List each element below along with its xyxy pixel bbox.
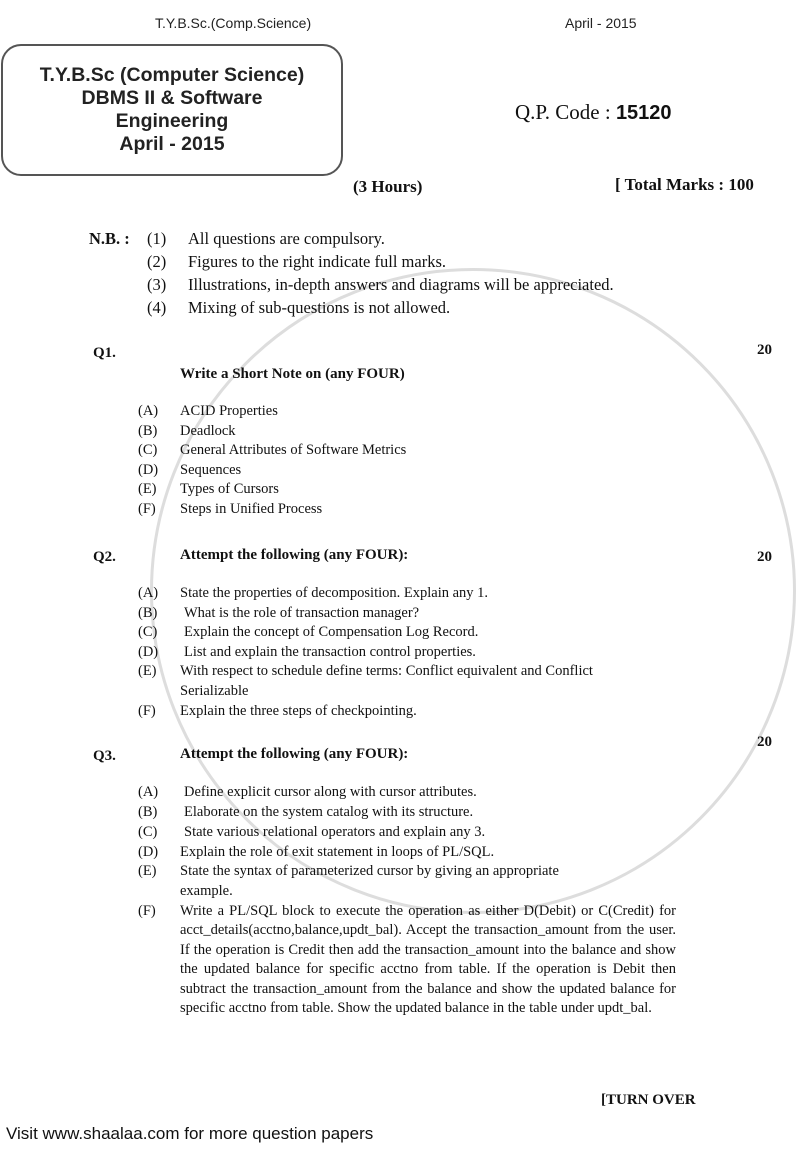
q3-item-d: Explain the role of exit statement in loops of PL/SQL.	[180, 844, 495, 860]
q1-item-d: Sequences	[180, 462, 242, 478]
title-date: April - 2015	[119, 133, 225, 155]
q2-label-e: (E)	[138, 663, 157, 679]
q1-label-d: (D)	[138, 462, 159, 478]
header-date: April - 2015	[565, 15, 637, 31]
q3-label-c: (C)	[138, 824, 158, 840]
nb-text-4: Mixing of sub-questions is not allowed.	[188, 298, 451, 317]
title-box	[1, 44, 343, 176]
q3-heading: Attempt the following (any FOUR):	[180, 746, 409, 762]
total-marks: [ Total Marks : 100	[615, 175, 754, 194]
q2-heading: Attempt the following (any FOUR):	[180, 547, 409, 563]
qp-code-label: Q.P. Code :	[515, 100, 611, 124]
q3-item-a: Define explicit cursor along with cursor attributes.	[184, 784, 477, 800]
q3-label-a: (A)	[138, 784, 159, 800]
q2-item-b: What is the role of transaction manager?	[184, 605, 420, 621]
q2-item-f: Explain the three steps of checkpointing.	[180, 703, 417, 719]
q1-item-e: Types of Cursors	[180, 481, 279, 497]
q1-item-b: Deadlock	[180, 423, 236, 439]
q3-label-d: (D)	[138, 844, 159, 860]
q2-label-f: (F)	[138, 703, 156, 719]
qp-code-value: 15120	[615, 102, 672, 124]
q3-label-e: (E)	[138, 863, 157, 879]
q3-item-c: State various relational operators and explain any 3.	[184, 824, 486, 840]
q3-item-f: Write a PL/SQL block to execute the operation as either D(Debit) or C(Credit) for acct_details(acctno,balance,updt_bal). Accept the transaction_amount from the user. If the operation is Credit then add the transaction_amount into the balance and show the updated balance for specific acctno from table. If the operation is Debit then subtract the transaction_amount from the balance and show the updated balance for specific acctno from table. Show the updated balance in the table under updt_bal.	[180, 903, 676, 1017]
nb-label: N.B. :	[89, 229, 130, 248]
q1-number: Q1.	[93, 345, 116, 361]
q2-label-a: (A)	[138, 585, 159, 601]
q3-item-e: State the syntax of parameterized cursor by giving an appropriate	[180, 863, 559, 879]
qp-code	[515, 100, 672, 125]
q3-label-f: (F)	[138, 903, 156, 919]
q1-label-c: (C)	[138, 442, 158, 458]
q3-marks: 20	[757, 734, 772, 750]
nb-text-1: All questions are compulsory.	[188, 229, 385, 248]
turn-over: [TURN OVER	[601, 1092, 696, 1108]
q2-item-d: List and explain the transaction control properties.	[184, 644, 476, 660]
q1-label-b: (B)	[138, 423, 158, 439]
nb-text-2: Figures to the right indicate full marks.	[188, 252, 446, 271]
nb-num-4: (4)	[147, 298, 167, 317]
q2-marks: 20	[757, 549, 772, 565]
q2-number: Q2.	[93, 549, 116, 565]
q2-item-e: With respect to schedule define terms: Conflict equivalent and Conflict	[180, 663, 593, 679]
title-subject: DBMS II & Software	[81, 87, 263, 109]
q3-item-b: Elaborate on the system catalog with its structure.	[184, 804, 474, 820]
q2-label-b: (B)	[138, 605, 158, 621]
q1-label-e: (E)	[138, 481, 157, 497]
q2-item-e-cont: Serializable	[180, 683, 249, 699]
nb-num-2: (2)	[147, 252, 167, 271]
q2-label-c: (C)	[138, 624, 158, 640]
title-course: T.Y.B.Sc (Computer Science)	[39, 64, 305, 86]
q1-heading: Write a Short Note on (any FOUR)	[180, 366, 405, 382]
q2-item-a: State the properties of decomposition. Explain any 1.	[180, 585, 489, 601]
nb-text-3: Illustrations, in-depth answers and diagrams will be appreciated.	[188, 275, 614, 294]
q1-item-c: General Attributes of Software Metrics	[180, 442, 407, 458]
q3-item-e-cont: example.	[180, 883, 233, 899]
q1-item-a: ACID Properties	[180, 403, 278, 419]
duration: (3 Hours)	[353, 177, 423, 196]
q1-item-f: Steps in Unified Process	[180, 501, 323, 517]
q2-item-c: Explain the concept of Compensation Log Record.	[184, 624, 479, 640]
q1-label-f: (F)	[138, 501, 156, 517]
q1-marks: 20	[757, 342, 772, 358]
q3-label-b: (B)	[138, 804, 158, 820]
q3-number: Q3.	[93, 748, 116, 764]
footer-link-text: Visit www.shaalaa.com for more question papers	[6, 1124, 374, 1143]
header-course: T.Y.B.Sc.(Comp.Science)	[155, 15, 312, 31]
q2-label-d: (D)	[138, 644, 159, 660]
nb-num-1: (1)	[147, 229, 167, 248]
nb-num-3: (3)	[147, 275, 167, 294]
q1-label-a: (A)	[138, 403, 159, 419]
title-subject-cont: Engineering	[115, 110, 229, 132]
